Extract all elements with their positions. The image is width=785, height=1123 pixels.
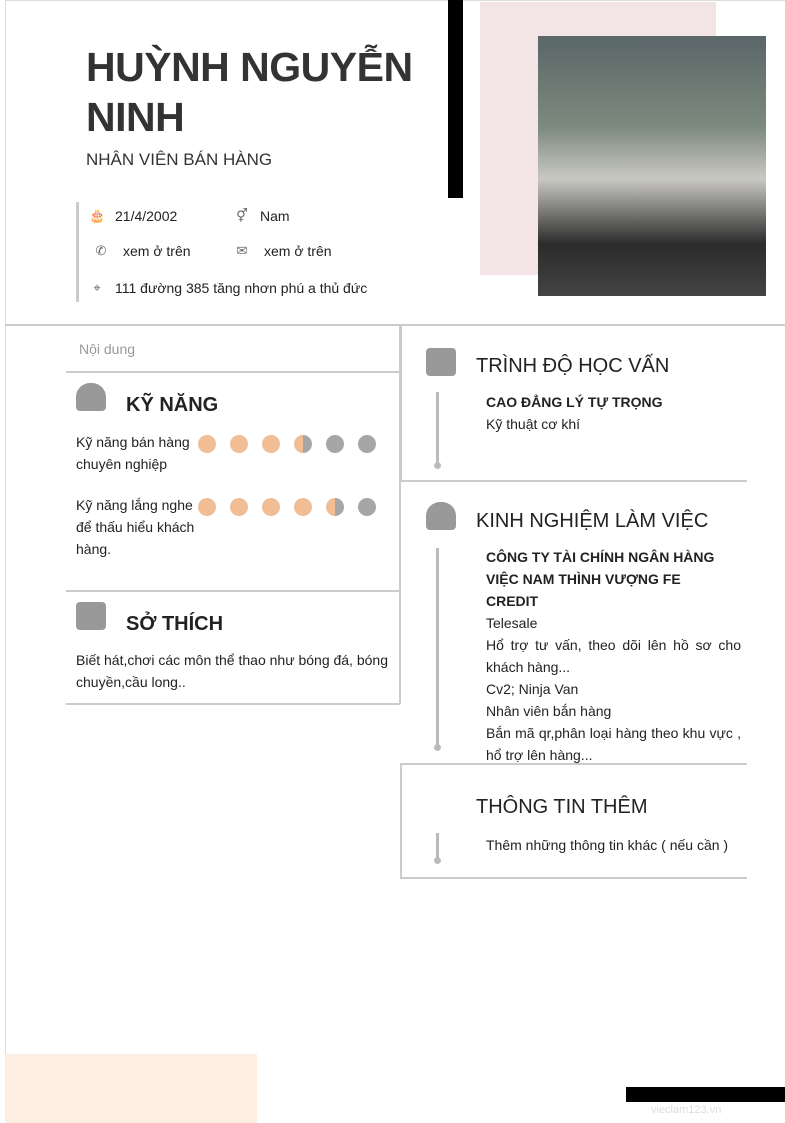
experience-line[interactable]: Bắn mã qr,phân loại hàng theo khu vực , hổ trợ lên hàng... [486,725,741,763]
divider [400,326,402,482]
rating-dot [262,498,280,516]
experience-details [486,612,741,766]
rating-dot [230,435,248,453]
rating-dot [262,435,280,453]
divider [400,763,402,879]
map-icon: ⌖ [93,280,101,295]
timeline-line [436,392,439,466]
skills-list [76,431,396,579]
placeholder-text[interactable]: Nội dung [79,341,136,357]
skills-title[interactable]: KỸ NĂNG [126,394,219,416]
gender-icon: ⚥ [236,208,248,223]
contact-info [76,202,396,302]
experience-line[interactable]: Cv2; Ninja Van [486,681,579,697]
birthday-cake-icon: 🎂 [89,208,106,223]
skill-item [76,494,396,560]
phone-icon: ✆ [95,243,107,258]
phone[interactable]: xem ở trên [123,243,191,259]
education-title[interactable]: TRÌNH ĐỘ HỌC VẤN [476,355,670,377]
full-name[interactable]: HUỲNH NGUYỄN NINH [86,44,413,140]
skill-item [76,431,396,475]
hobbies-text[interactable]: Biết hát,chơi các môn thể thao như bóng đá, bóng chuyền,cầu long.. [76,652,388,690]
experience-line[interactable]: Telesale [486,615,538,631]
rating-dot [326,435,344,453]
head-lightbulb-icon [76,383,106,411]
rating-dot [294,435,312,453]
rating-dot [358,498,376,516]
steam-icon [76,602,106,630]
divider [66,590,399,592]
skill-name[interactable]: Kỹ năng lắng nghe để thấu hiểu khách hàng. [76,497,195,557]
email-icon: ✉ [236,243,248,258]
divider [401,480,747,482]
profile-photo[interactable] [538,36,766,296]
timeline-line [436,833,439,861]
experience-line[interactable]: Hổ trợ tư vấn, theo dõi lên hồ sơ cho khách hàng... [486,637,741,675]
more-info-title[interactable]: THÔNG TIN THÊM [476,796,648,818]
rating-dot [198,435,216,453]
gender[interactable]: Nam [260,208,290,224]
divider [66,703,400,705]
school-name[interactable]: CAO ĐẲNG LÝ TỰ TRỌNG [486,394,663,410]
skill-name[interactable]: Kỹ năng bán hàng chuyên nghiệp [76,434,190,472]
hobbies-title[interactable]: SỞ THÍCH [126,613,224,635]
divider [401,877,747,879]
address[interactable]: 111 đường 385 tăng nhơn phú a thủ đức [115,280,368,296]
decor-black-bar [448,0,463,198]
skill-rating [198,494,390,516]
rating-dot [230,498,248,516]
header [86,42,446,170]
worker-laptop-icon [426,502,456,530]
rating-dot [358,435,376,453]
divider [66,371,399,373]
job-title[interactable]: NHÂN VIÊN BÁN HÀNG [86,150,273,169]
rating-dot [326,498,344,516]
decor-black-bar [626,1087,785,1102]
briefcase-icon [426,348,456,376]
company-name[interactable]: CÔNG TY TÀI CHÍNH NGÂN HÀNG VIỆC NAM THÌNH VƯỢNG FE CREDIT [486,549,715,609]
divider [5,324,785,326]
experience-line[interactable]: Nhân viên bắn hàng [486,703,612,719]
timeline-line [436,548,439,748]
skill-rating [198,431,390,453]
birthday[interactable]: 21/4/2002 [115,208,178,224]
rating-dot [198,498,216,516]
experience-block [486,546,744,766]
major[interactable]: Kỹ thuật cơ khí [486,416,581,432]
decor-peach-block [5,1054,257,1123]
email[interactable]: xem ở trên [264,243,332,259]
watermark: vieclam123.vn [651,1104,722,1116]
more-info-text[interactable]: Thêm những thông tin khác ( nếu cần ) [486,837,729,853]
divider [401,763,747,765]
experience-title[interactable]: KINH NGHIỆM LÀM VIỆC [476,510,709,532]
education-details [486,391,741,435]
rating-dot [294,498,312,516]
